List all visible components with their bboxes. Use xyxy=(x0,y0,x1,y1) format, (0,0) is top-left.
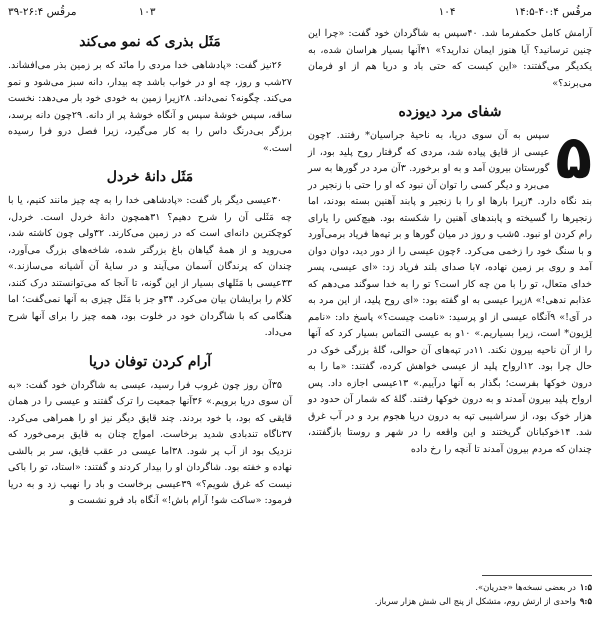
footnote-text: در بعضی نسخه‌ها «جدریان». xyxy=(475,582,576,592)
footnote-divider xyxy=(482,575,592,576)
footnote-ref: ۱:۵ xyxy=(579,582,592,592)
footnote xyxy=(308,580,592,594)
chapter-paragraph: سپس به آن سوی دریا، به ناحیهٔ جراسیان* رفتند. ۲چون عیسی از قایق پیاده شد، مردی که گرفتار روح پلید بود، از گورستان بیرون آمد و به او برخورد. ۳آن مرد در گورها به سر می‌برد و دیگر کسی را توان آن نبود که او را حتی با زنجیر در بند نگاه دارد. ۴زیرا بارها او را با زنجیر و پابند آهنین بسته بودند، اما زنجیرها را گسیخته و پابندهای آهنین را شکسته بود. هیچ‌کس را یارای رام کردن او نبود. ۵شب و روز در میان گورها و بر تپه‌ها فریاد برمی‌آورد و با سنگ خود را زخمی می‌کرد. ۶چون عیسی را از دور دید، دوان دوان آمد و روی بر زمین نهاده، ۷با صدای بلند فریاد زد: «ای عیسی، پسر خدای متعال، تو را با من چه کار است؟ تو را به خدا سوگند می‌دهم که عذابم ندهی!» ۸زیرا عیسی به او گفته بود: «ای روح پلید، از این مرد به در آی!» ۹آنگاه عیسی از او پرسید: «نامت چیست؟» پاسخ داد: «نامم لِژیون* است، زیرا بسیاریم.» ۱۰و به عیسی التماس بسیار کرد که آنها را از آن ناحیه بیرون نکند. ۱۱در تپه‌های آن حوالی، گلهٔ بزرگی خوک در حال چرا بود. ۱۲ارواح پلید از عیسی خواهش کرده، گفتند: «ما را به درون خوکها بفرست؛ بگذار به آنها درآییم.» ۱۳عیسی اجازه داد. پس ارواح پلید بیرون آمدند و به درون خوکها رفتند. گلهٔ که شمار آن حدود دو هزار خوک بود، از سراشیبی تپه به درون دریا هجوم برد و در آب غرق شد. ۱۴خوکبانان گریختند و این واقعه را در شهر و روستا بازگفتند، چندان که مردم بیرون آمدند تا آنچه را رخ داده xyxy=(308,130,593,455)
running-reference: مرقُس ۴:‏۲۶-‏۳۹ xyxy=(8,6,77,18)
continuation-paragraph: آرامش کامل حکمفرما شد. ۴۰سپس به شاگردان خود گفت: «چرا این چنین ترسانید؟ آیا هنوز ایمان ندارید؟» ۴۱آنها بسیار هراسان شده، به یکدیگر می‌گفتند: «این کیست که حتی باد و دریا هم از او فرمان می‌برند؟» xyxy=(308,28,592,89)
section-paragraph: ۳۰عیسی دیگر بار گفت: «پادشاهی خدا را به چه چیز مانند کنیم، یا با چه مَثَلی آن را شرح دهیم؟ ۳۱همچون دانهٔ خردل است. خردل، کوچکترین دانه‌ای است که در زمین می‌کارند. ۳۲ولی چون کاشته شد، می‌روید و از همهٔ گیاهان باغ بزرگتر شده، شاخه‌های بزرگ می‌آورد، چندان که پرندگان آسمان می‌آیند و در سایهٔ آن آشیانه می‌سازند.» ۳۳عیسی با مَثَلهای بسیار از این گونه، تا آنجا که می‌توانستند درک کنند، کلام را برایشان بیان می‌کرد. ۳۴و جز با مَثَل چیزی به آنها نمی‌گفت؛ اما هنگامی که با شاگردان خود در خلوت بود، همه چیز را برای آنها شرح می‌داد. xyxy=(8,195,292,338)
right-page-header xyxy=(308,6,592,22)
right-page-body xyxy=(308,26,592,458)
section-heading: آرام کردن توفان دریا xyxy=(88,353,212,370)
chapter-number: ۵ xyxy=(555,123,592,193)
footnotes xyxy=(308,580,592,608)
section-paragraph: ۳۵آن روز چون غروب فرا رسید، عیسی به شاگردان خود گفت: «به آن سوی دریا برویم.» ۳۶آنها جمعیت را ترک گفتند و عیسی را در همان قایقی که بود، با خود بردند. چند قایق دیگر نیز او را همراهی می‌کرد. ۳۷ناگاه تندبادی شدید برخاست. امواج چنان به قایق برمی‌خورد که نزدیک بود از آب پر شود. ۳۸اما عیسی در عقب قایق، سر بر بالشی نهاده و خفته بود. شاگردان او را بیدار کردند و گفتند: «استاد، تو را باکی نیست که غرق شویم؟» ۳۹عیسی برخاست و باد را نهیب زد و به دریا فرمود: «ساکت شو! آرام باش!» آنگاه باد فرو نشست و xyxy=(8,379,293,506)
section-heading: مَثَل دانهٔ خردل xyxy=(106,169,194,185)
footnote-text: واحدی از ارتش روم، متشکل از پنج الی شش هزار سرباز. xyxy=(374,596,576,606)
right-page xyxy=(308,0,592,626)
page-number: ۱۰۴ xyxy=(438,6,456,18)
footnote xyxy=(308,594,592,608)
section-paragraph: ۲۶نیز گفت: «پادشاهی خدا مردی را مانَد که بر زمین بذر می‌افشاند. ۲۷شب و روز، چه او در خواب باشد چه بیدار، دانه سبز می‌شود و نمو می‌کند. چگونه؟ نمی‌داند. ۲۸زیرا زمین به خودی خود بار می‌دهد: نخست ساقه، سپس خوشهٔ سپس و آنگاه خوشهٔ پر از دانه. ۲۹چون دانه برسد، برزگر بی‌درنگ داس را به کار می‌گیرد، زیرا فصل درو فرا رسیده است.» xyxy=(8,60,293,154)
left-page xyxy=(8,0,292,626)
left-page-header xyxy=(8,6,292,22)
left-page-body xyxy=(8,26,292,510)
footnote-ref: ۹:۵ xyxy=(579,596,592,606)
section-heading: شفای مرد دیوزده xyxy=(398,104,502,120)
page-number: ۱۰۳ xyxy=(138,6,156,18)
running-reference: مرقُس ۴:‏۴۰-‏۱۴:۵ xyxy=(514,6,592,18)
section-heading: مَثَل بذری که نمو می‌کند xyxy=(79,34,221,50)
